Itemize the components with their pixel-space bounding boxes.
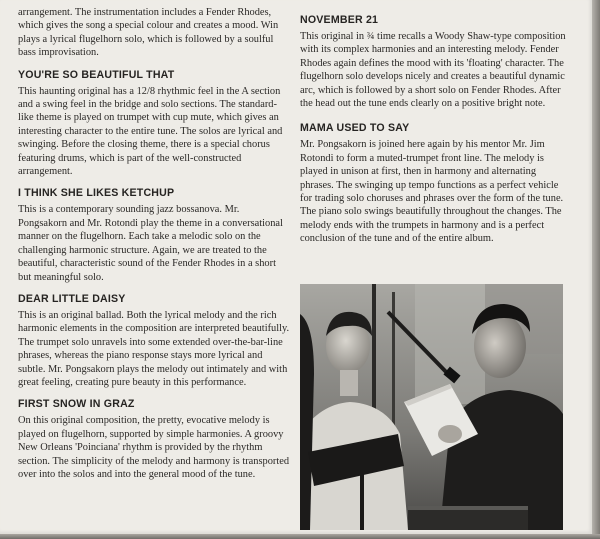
track-notes-dear-little-daisy: This is an original ballad. Both the lyrical melody and the rich harmonic elements in the composition are interpreted beautifully. The trumpet solo unravels into some extended over-the-bar-line phrases, whereas the piano response stays more lyrical and subtle. Mr. Pongsakorn plays the melody out intimately and with great feeling, creating pure beauty in this performance. [18, 309, 290, 388]
track-notes-i-think-she-likes-ketchup: This is a contemporary sounding jazz bossanova. Mr. Pongsakorn and Mr. Rotondi play the theme in a conversational manner on the flugelhorn. Each take a melodic solo on the challenging harmonic structure. Again, we are treated to the beautiful, characteristic sound of the Fender Rhodes in a short but meaningful solo. [18, 204, 283, 283]
booklet-bottom-edge [0, 534, 600, 539]
left-column [18, 6, 290, 481]
studio-session-photo [300, 284, 563, 530]
track-title-mama-used-to-say: MAMA USED TO SAY [300, 122, 410, 135]
booklet-spine [592, 0, 600, 539]
studio-photo-illustration [300, 284, 563, 530]
right-column [300, 14, 572, 246]
track-title-first-snow-in-graz: FIRST SNOW IN GRAZ [18, 398, 135, 411]
track-notes-mama-used-to-say: Mr. Pongsakorn is joined here again by his mentor Mr. Jim Rotondi to form a muted-trumpet front line. The melody is played in unison at first, then in harmony and alternating phrases. The swinging up tempo functions as a perfect vehicle for trading solo choruses and phrases over the form of the tune. The piano solo swings beautifully throughout the changes. The melody ends with the trumpets in harmony and is a perfect conclusion of the tune and of the entire album. [300, 139, 564, 245]
track-notes-november-21: This original in ¾ time recalls a Woody Shaw-type composition with its complex harmonies and an interesting melody. Fender Rhodes again defines the mood with its 'floating' character. The flugelhorn solo develops nicely and creates a beautiful dynamic arc, which is followed by a short solo on Fender Rhodes. After the head out the tune ends clearly on a positive bright note. [300, 31, 566, 110]
track-title-november-21: NOVEMBER 21 [300, 14, 379, 26]
track-title-i-think-she-likes-ketchup: I THINK SHE LIKES KETCHUP [18, 187, 175, 200]
track-title-dear-little-daisy: DEAR LITTLE DAISY [18, 292, 126, 305]
track-notes-youre-so-beautiful-that: This haunting original has a 12/8 rhythmic feel in the A section and a swing feel in the bridge and solo sections. The standard-like theme is played on trumpet with cup mute, which gives an interesting character to the entire tune. The solos are lyrical and swinging. Before the closing theme, there is a special chorus featuring drums, which is part of the well-constructed arrangement. [18, 85, 283, 178]
track-title-youre-so-beautiful-that: YOU'RE SO BEAUTIFUL THAT [18, 68, 175, 81]
track-notes-first-snow-in-graz: On this original composition, the pretty, evocative melody is played on flugelhorn, supported by simple harmonies. A groovy New Orleans 'Poinciana' rhythm is provided by the rhythm section. The simplicity of the melody and harmony is transported over into the solos and into the general mood of the tune. [18, 415, 290, 480]
intro-paragraph: arrangement. The instrumentation includes a Fender Rhodes, which gives the song a special colour and creates a mood. Win plays a lyrical flugelhorn solo, which is followed by a soulful bass improvisation. [18, 7, 279, 59]
